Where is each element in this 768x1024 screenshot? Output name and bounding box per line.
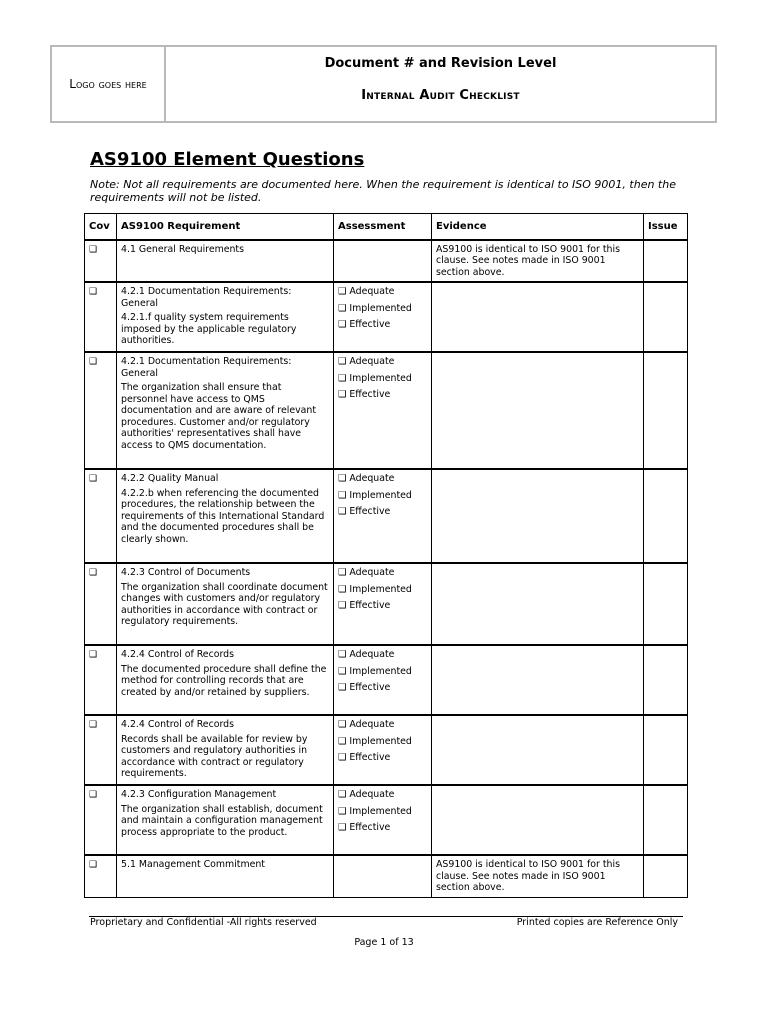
requirement-cell xyxy=(117,282,334,352)
requirement-cell xyxy=(117,715,334,785)
assessment-cell xyxy=(334,855,432,897)
table-row xyxy=(85,563,688,645)
header-title-block xyxy=(166,47,715,121)
assessment-adequate-checkbox[interactable]: ❑ Adequate xyxy=(338,356,395,367)
requirement-body: The organization shall ensure that personnel have access to QMS documentation and are aware of relevant procedures. Customer and/or regulatory authorities' representatives shall have access to QMS documentation. xyxy=(121,382,317,451)
requirement-title: 4.2.4 Control of Records xyxy=(121,719,234,730)
table-row xyxy=(85,855,688,897)
table-row xyxy=(85,282,688,352)
assessment-implemented-checkbox[interactable]: ❑ Implemented xyxy=(338,805,412,817)
cov-cell xyxy=(85,855,117,897)
issue-cell[interactable] xyxy=(644,645,688,715)
assessment-effective-checkbox[interactable]: ❑ Effective xyxy=(338,682,391,693)
assessment-implemented-checkbox[interactable]: ❑ Implemented xyxy=(338,583,412,595)
checklist-title: Internal Audit Checklist xyxy=(361,88,520,103)
requirement-cell xyxy=(117,855,334,897)
cov-cell xyxy=(85,645,117,715)
assessment-adequate-checkbox[interactable]: ❑ Adequate xyxy=(338,789,395,800)
requirement-cell xyxy=(117,240,334,283)
assessment-cell xyxy=(334,715,432,785)
coverage-checkbox[interactable]: ❑ xyxy=(89,860,98,870)
issue-cell[interactable] xyxy=(644,240,688,283)
assessment-adequate-checkbox[interactable]: ❑ Adequate xyxy=(338,649,395,660)
document-header xyxy=(50,45,717,123)
requirement-cell xyxy=(117,563,334,645)
coverage-checkbox[interactable]: ❑ xyxy=(89,720,98,730)
evidence-text: AS9100 is identical to ISO 9001 for this clause. See notes made in ISO 9001 section above. xyxy=(436,859,620,893)
assessment-adequate-checkbox[interactable]: ❑ Adequate xyxy=(338,286,395,297)
page-number: Page 1 of 13 xyxy=(354,937,414,948)
assessment-cell xyxy=(334,785,432,855)
requirement-cell xyxy=(117,352,334,469)
requirement-title: 4.1 General Requirements xyxy=(121,243,244,255)
requirement-body: Records shall be available for review by customers and regulatory authorities in accordance with contract or regulatory requirements. xyxy=(121,733,308,779)
assessment-implemented-checkbox[interactable]: ❑ Implemented xyxy=(338,665,412,677)
cov-cell xyxy=(85,469,117,563)
evidence-cell[interactable] xyxy=(432,240,644,283)
assessment-cell xyxy=(334,240,432,283)
cov-cell xyxy=(85,282,117,352)
assessment-effective-checkbox[interactable]: ❑ Effective xyxy=(338,822,391,833)
note-text: Note: Not all requirements are documented here. When the requirement is identical to ISO 9001, then the requirements will not be listed. xyxy=(90,178,676,204)
evidence-cell[interactable] xyxy=(432,352,644,469)
table-row xyxy=(85,645,688,715)
evidence-cell[interactable] xyxy=(432,645,644,715)
requirement-body: The documented procedure shall define the method for controlling records that are created by and/or retained by suppliers. xyxy=(121,663,327,698)
issue-cell[interactable] xyxy=(644,855,688,897)
assessment-cell xyxy=(334,282,432,352)
page-title: AS9100 Element Questions xyxy=(90,149,365,170)
evidence-cell[interactable] xyxy=(432,563,644,645)
evidence-cell[interactable] xyxy=(432,855,644,897)
evidence-cell[interactable] xyxy=(432,785,644,855)
coverage-checkbox[interactable]: ❑ xyxy=(89,287,98,297)
cov-cell xyxy=(85,715,117,785)
requirement-body: The organization shall coordinate document changes with customers and/or regulatory authorities in accordance with contract or regulatory requirements. xyxy=(121,581,328,627)
coverage-checkbox[interactable]: ❑ xyxy=(89,650,98,660)
coverage-checkbox[interactable]: ❑ xyxy=(89,474,98,484)
coverage-checkbox[interactable]: ❑ xyxy=(89,568,98,578)
assessment-cell xyxy=(334,645,432,715)
table-row xyxy=(85,785,688,855)
evidence-cell[interactable] xyxy=(432,469,644,563)
assessment-effective-checkbox[interactable]: ❑ Effective xyxy=(338,506,391,517)
assessment-effective-checkbox[interactable]: ❑ Effective xyxy=(338,319,391,330)
cov-cell xyxy=(85,563,117,645)
evidence-cell[interactable] xyxy=(432,282,644,352)
table-row xyxy=(85,715,688,785)
issue-cell[interactable] xyxy=(644,282,688,352)
column-header-issue: Issue xyxy=(644,214,688,240)
coverage-checkbox[interactable]: ❑ xyxy=(89,244,98,255)
requirement-title: 4.2.2 Quality Manual xyxy=(121,473,219,484)
column-header-assessment: Assessment xyxy=(334,214,432,240)
assessment-adequate-checkbox[interactable]: ❑ Adequate xyxy=(338,473,395,484)
table-row xyxy=(85,352,688,469)
requirement-body: The organization shall establish, document and maintain a configuration management process appropriate to the product. xyxy=(121,803,323,838)
table-header-row xyxy=(85,214,688,240)
assessment-implemented-checkbox[interactable]: ❑ Implemented xyxy=(338,489,412,501)
evidence-cell[interactable] xyxy=(432,715,644,785)
assessment-effective-checkbox[interactable]: ❑ Effective xyxy=(338,389,391,400)
assessment-cell xyxy=(334,563,432,645)
table-row xyxy=(85,469,688,563)
requirement-title: 4.2.3 Control of Documents xyxy=(121,567,251,578)
requirement-title: 5.1 Management Commitment xyxy=(121,859,265,870)
issue-cell[interactable] xyxy=(644,563,688,645)
coverage-checkbox[interactable]: ❑ xyxy=(89,357,98,367)
assessment-implemented-checkbox[interactable]: ❑ Implemented xyxy=(338,372,412,384)
assessment-effective-checkbox[interactable]: ❑ Effective xyxy=(338,600,391,611)
requirement-title: 4.2.3 Configuration Management xyxy=(121,789,277,800)
assessment-implemented-checkbox[interactable]: ❑ Implemented xyxy=(338,302,412,314)
requirement-cell xyxy=(117,469,334,563)
table-row xyxy=(85,240,688,283)
assessment-effective-checkbox[interactable]: ❑ Effective xyxy=(338,752,391,763)
column-header-cov: Cov xyxy=(85,214,117,240)
requirement-body: 4.2.2.b when referencing the documented procedures, the relationship between the requirements of this International Standard and the documented procedures shall be clearly shown. xyxy=(121,487,325,545)
document-revision-level: Document # and Revision Level xyxy=(324,56,557,71)
footer-reference-note: Printed copies are Reference Only xyxy=(516,917,678,928)
requirement-body: 4.2.1.f quality system requirements imposed by the applicable regulatory authorities. xyxy=(121,312,297,346)
audit-checklist-table xyxy=(84,213,688,898)
footer-confidential: Proprietary and Confidential -All rights reserved xyxy=(90,917,317,928)
assessment-cell xyxy=(334,352,432,469)
assessment-cell xyxy=(334,469,432,563)
logo-placeholder xyxy=(52,47,166,121)
issue-cell[interactable] xyxy=(644,785,688,855)
column-header-evidence: Evidence xyxy=(432,214,644,240)
requirement-title: 4.2.1 Documentation Requirements: General xyxy=(121,356,292,379)
evidence-text: AS9100 is identical to ISO 9001 for this clause. See notes made in ISO 9001 section above. xyxy=(436,243,620,278)
assessment-adequate-checkbox[interactable]: ❑ Adequate xyxy=(338,567,395,578)
logo-text: Logo goes here xyxy=(69,76,147,91)
requirement-title: 4.2.1 Documentation Requirements: General xyxy=(121,286,292,309)
issue-cell[interactable] xyxy=(644,715,688,785)
assessment-adequate-checkbox[interactable]: ❑ Adequate xyxy=(338,719,395,730)
cov-cell xyxy=(85,352,117,469)
column-header-requirement: AS9100 Requirement xyxy=(117,214,334,240)
requirement-cell xyxy=(117,645,334,715)
requirement-cell xyxy=(117,785,334,855)
issue-cell[interactable] xyxy=(644,352,688,469)
cov-cell xyxy=(85,785,117,855)
assessment-implemented-checkbox[interactable]: ❑ Implemented xyxy=(338,735,412,747)
coverage-checkbox[interactable]: ❑ xyxy=(89,790,98,800)
cov-cell xyxy=(85,240,117,283)
issue-cell[interactable] xyxy=(644,469,688,563)
requirement-title: 4.2.4 Control of Records xyxy=(121,649,234,660)
